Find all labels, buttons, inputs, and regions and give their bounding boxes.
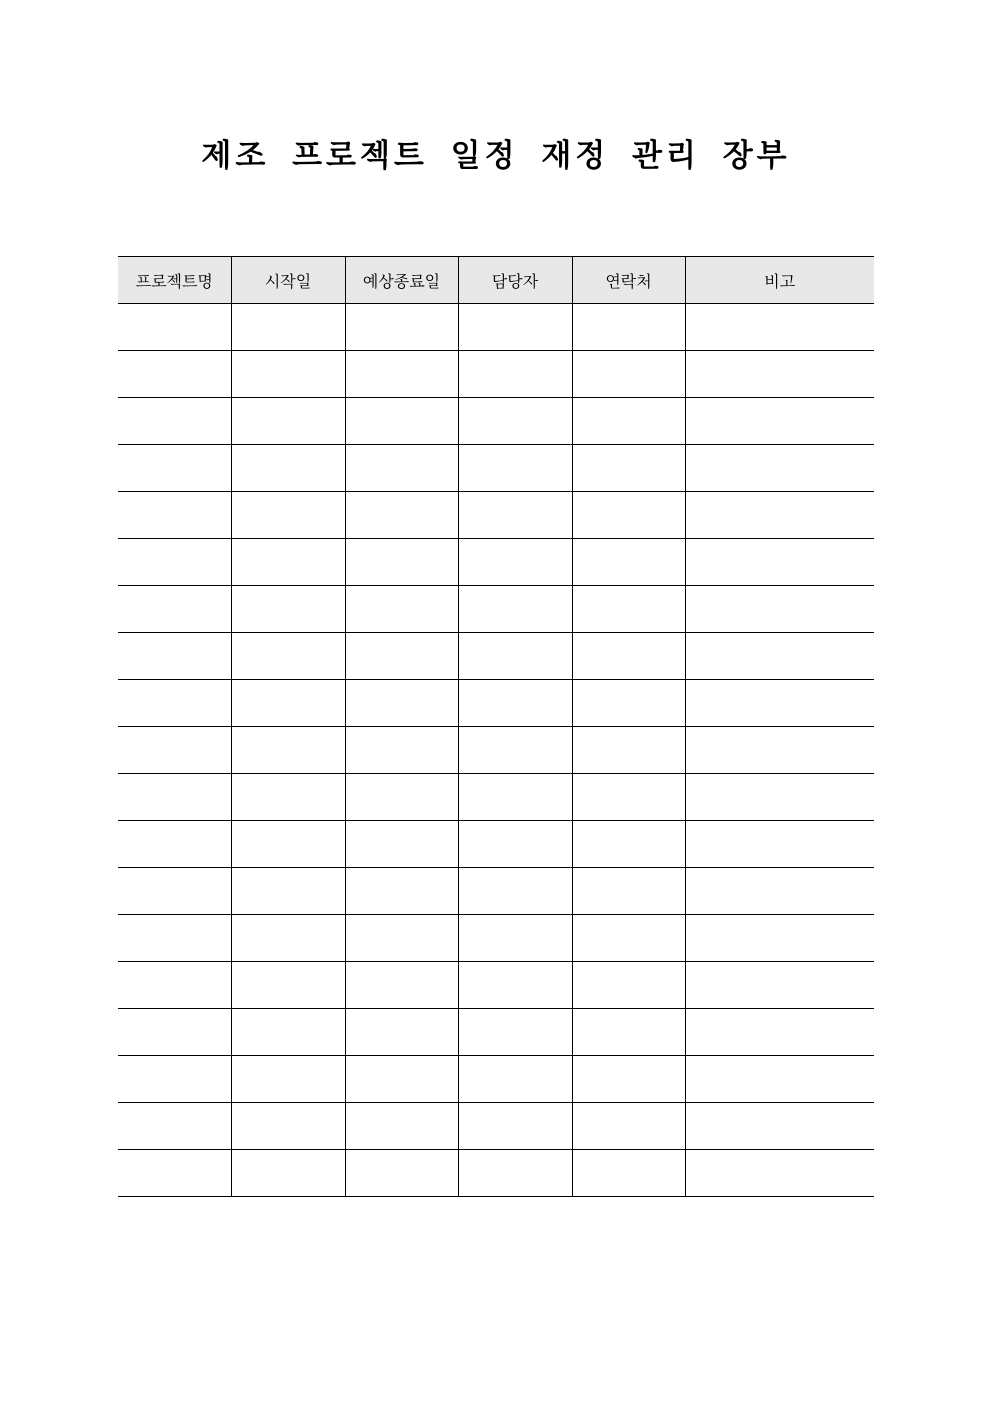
table-cell-project-name[interactable] bbox=[118, 1150, 231, 1197]
table-cell-contact[interactable] bbox=[572, 586, 685, 633]
table-cell-start-date[interactable] bbox=[231, 586, 345, 633]
table-cell-contact[interactable] bbox=[572, 962, 685, 1009]
table-cell-remarks[interactable] bbox=[685, 774, 874, 821]
table-cell-expected-end-date[interactable] bbox=[345, 586, 458, 633]
table-cell-start-date[interactable] bbox=[231, 774, 345, 821]
table-cell-start-date[interactable] bbox=[231, 445, 345, 492]
table-row bbox=[118, 727, 874, 774]
table-cell-project-name[interactable] bbox=[118, 633, 231, 680]
table-cell-contact[interactable] bbox=[572, 868, 685, 915]
table-cell-manager[interactable] bbox=[458, 868, 572, 915]
table-cell-expected-end-date[interactable] bbox=[345, 727, 458, 774]
table-cell-project-name[interactable] bbox=[118, 1056, 231, 1103]
table-cell-contact[interactable] bbox=[572, 1150, 685, 1197]
table-cell-project-name[interactable] bbox=[118, 1009, 231, 1056]
table-cell-remarks[interactable] bbox=[685, 868, 874, 915]
table-cell-expected-end-date[interactable] bbox=[345, 304, 458, 351]
table-row bbox=[118, 398, 874, 445]
table-row bbox=[118, 680, 874, 727]
table-cell-expected-end-date[interactable] bbox=[345, 821, 458, 868]
ledger-table bbox=[118, 256, 874, 1197]
table-cell-remarks[interactable] bbox=[685, 915, 874, 962]
table-cell-remarks[interactable] bbox=[685, 1103, 874, 1150]
table-row bbox=[118, 539, 874, 586]
table-cell-remarks[interactable] bbox=[685, 351, 874, 398]
table-cell-remarks[interactable] bbox=[685, 304, 874, 351]
table-cell-remarks[interactable] bbox=[685, 633, 874, 680]
table-cell-expected-end-date[interactable] bbox=[345, 539, 458, 586]
table-cell-remarks[interactable] bbox=[685, 1150, 874, 1197]
table-cell-project-name[interactable] bbox=[118, 680, 231, 727]
table-cell-expected-end-date[interactable] bbox=[345, 1150, 458, 1197]
column-header-project-name: 프로젝트명 bbox=[118, 257, 231, 304]
table-cell-remarks[interactable] bbox=[685, 1056, 874, 1103]
table-cell-manager[interactable] bbox=[458, 492, 572, 539]
table-cell-start-date[interactable] bbox=[231, 680, 345, 727]
table-cell-project-name[interactable] bbox=[118, 727, 231, 774]
table-row bbox=[118, 633, 874, 680]
table-cell-remarks[interactable] bbox=[685, 821, 874, 868]
table-cell-expected-end-date[interactable] bbox=[345, 1056, 458, 1103]
table-cell-expected-end-date[interactable] bbox=[345, 1009, 458, 1056]
table-row bbox=[118, 492, 874, 539]
table-cell-start-date[interactable] bbox=[231, 1009, 345, 1056]
table-cell-manager[interactable] bbox=[458, 539, 572, 586]
table-row bbox=[118, 586, 874, 633]
table-cell-manager[interactable] bbox=[458, 774, 572, 821]
table-header-row bbox=[118, 257, 874, 304]
table-cell-contact[interactable] bbox=[572, 1009, 685, 1056]
table-cell-manager[interactable] bbox=[458, 727, 572, 774]
table-cell-expected-end-date[interactable] bbox=[345, 1103, 458, 1150]
table-cell-project-name[interactable] bbox=[118, 445, 231, 492]
column-header-start-date: 시작일 bbox=[231, 257, 345, 304]
table-cell-expected-end-date[interactable] bbox=[345, 398, 458, 445]
table-cell-project-name[interactable] bbox=[118, 586, 231, 633]
table-cell-contact[interactable] bbox=[572, 398, 685, 445]
table-cell-expected-end-date[interactable] bbox=[345, 633, 458, 680]
table-row bbox=[118, 1150, 874, 1197]
table-row bbox=[118, 915, 874, 962]
table-cell-contact[interactable] bbox=[572, 492, 685, 539]
table-cell-project-name[interactable] bbox=[118, 351, 231, 398]
table-cell-manager[interactable] bbox=[458, 445, 572, 492]
table-cell-project-name[interactable] bbox=[118, 915, 231, 962]
table-cell-start-date[interactable] bbox=[231, 962, 345, 1009]
table-cell-project-name[interactable] bbox=[118, 774, 231, 821]
table-row bbox=[118, 1103, 874, 1150]
table-cell-project-name[interactable] bbox=[118, 539, 231, 586]
table-cell-manager[interactable] bbox=[458, 1009, 572, 1056]
table-cell-expected-end-date[interactable] bbox=[345, 445, 458, 492]
table-cell-remarks[interactable] bbox=[685, 680, 874, 727]
table-cell-expected-end-date[interactable] bbox=[345, 915, 458, 962]
table-cell-remarks[interactable] bbox=[685, 727, 874, 774]
table-cell-contact[interactable] bbox=[572, 304, 685, 351]
table-cell-contact[interactable] bbox=[572, 774, 685, 821]
table-row bbox=[118, 868, 874, 915]
table-cell-contact[interactable] bbox=[572, 727, 685, 774]
table-cell-start-date[interactable] bbox=[231, 539, 345, 586]
table-cell-contact[interactable] bbox=[572, 915, 685, 962]
table-row bbox=[118, 445, 874, 492]
table-cell-manager[interactable] bbox=[458, 398, 572, 445]
column-header-contact: 연락처 bbox=[572, 257, 685, 304]
table-row bbox=[118, 821, 874, 868]
table-cell-project-name[interactable] bbox=[118, 1103, 231, 1150]
table-cell-remarks[interactable] bbox=[685, 539, 874, 586]
table-row bbox=[118, 1056, 874, 1103]
table-cell-start-date[interactable] bbox=[231, 915, 345, 962]
table-cell-manager[interactable] bbox=[458, 304, 572, 351]
table-cell-contact[interactable] bbox=[572, 1056, 685, 1103]
document-title: 제조 프로젝트 일정 재정 관리 장부 bbox=[201, 138, 791, 174]
table-body bbox=[118, 304, 874, 1197]
table-cell-start-date[interactable] bbox=[231, 1103, 345, 1150]
table-cell-contact[interactable] bbox=[572, 539, 685, 586]
column-header-manager: 담당자 bbox=[458, 257, 572, 304]
table-cell-contact[interactable] bbox=[572, 680, 685, 727]
table-cell-manager[interactable] bbox=[458, 962, 572, 1009]
table-cell-manager[interactable] bbox=[458, 586, 572, 633]
table-cell-expected-end-date[interactable] bbox=[345, 492, 458, 539]
table-cell-manager[interactable] bbox=[458, 680, 572, 727]
table-cell-project-name[interactable] bbox=[118, 962, 231, 1009]
table-cell-project-name[interactable] bbox=[118, 304, 231, 351]
table-cell-contact[interactable] bbox=[572, 633, 685, 680]
table-cell-project-name[interactable] bbox=[118, 492, 231, 539]
table-cell-remarks[interactable] bbox=[685, 586, 874, 633]
table-cell-remarks[interactable] bbox=[685, 492, 874, 539]
table-cell-contact[interactable] bbox=[572, 1103, 685, 1150]
table-cell-expected-end-date[interactable] bbox=[345, 774, 458, 821]
table-row bbox=[118, 962, 874, 1009]
table-cell-contact[interactable] bbox=[572, 351, 685, 398]
table-cell-remarks[interactable] bbox=[685, 445, 874, 492]
table-cell-manager[interactable] bbox=[458, 821, 572, 868]
table-cell-remarks[interactable] bbox=[685, 962, 874, 1009]
table-cell-project-name[interactable] bbox=[118, 868, 231, 915]
table-cell-manager[interactable] bbox=[458, 915, 572, 962]
table-cell-manager[interactable] bbox=[458, 351, 572, 398]
column-header-expected-end-date: 예상종료일 bbox=[345, 257, 458, 304]
table-cell-start-date[interactable] bbox=[231, 1056, 345, 1103]
table-cell-manager[interactable] bbox=[458, 633, 572, 680]
table-cell-start-date[interactable] bbox=[231, 492, 345, 539]
table-cell-start-date[interactable] bbox=[231, 633, 345, 680]
table-cell-manager[interactable] bbox=[458, 1056, 572, 1103]
table-cell-contact[interactable] bbox=[572, 445, 685, 492]
table-cell-manager[interactable] bbox=[458, 1150, 572, 1197]
column-header-remarks: 비고 bbox=[685, 257, 874, 304]
table-cell-start-date[interactable] bbox=[231, 868, 345, 915]
table-row bbox=[118, 304, 874, 351]
table-cell-start-date[interactable] bbox=[231, 351, 345, 398]
table-cell-expected-end-date[interactable] bbox=[345, 962, 458, 1009]
table-cell-start-date[interactable] bbox=[231, 1150, 345, 1197]
table-cell-remarks[interactable] bbox=[685, 398, 874, 445]
table-cell-start-date[interactable] bbox=[231, 304, 345, 351]
table-cell-remarks[interactable] bbox=[685, 1009, 874, 1056]
table-cell-expected-end-date[interactable] bbox=[345, 680, 458, 727]
table-cell-project-name[interactable] bbox=[118, 821, 231, 868]
table-cell-contact[interactable] bbox=[572, 821, 685, 868]
table-cell-project-name[interactable] bbox=[118, 398, 231, 445]
table-row bbox=[118, 351, 874, 398]
table-cell-start-date[interactable] bbox=[231, 727, 345, 774]
table-cell-expected-end-date[interactable] bbox=[345, 868, 458, 915]
table-cell-start-date[interactable] bbox=[231, 398, 345, 445]
table-cell-manager[interactable] bbox=[458, 1103, 572, 1150]
table-row bbox=[118, 1009, 874, 1056]
table-row bbox=[118, 774, 874, 821]
table-cell-start-date[interactable] bbox=[231, 821, 345, 868]
table-cell-expected-end-date[interactable] bbox=[345, 351, 458, 398]
